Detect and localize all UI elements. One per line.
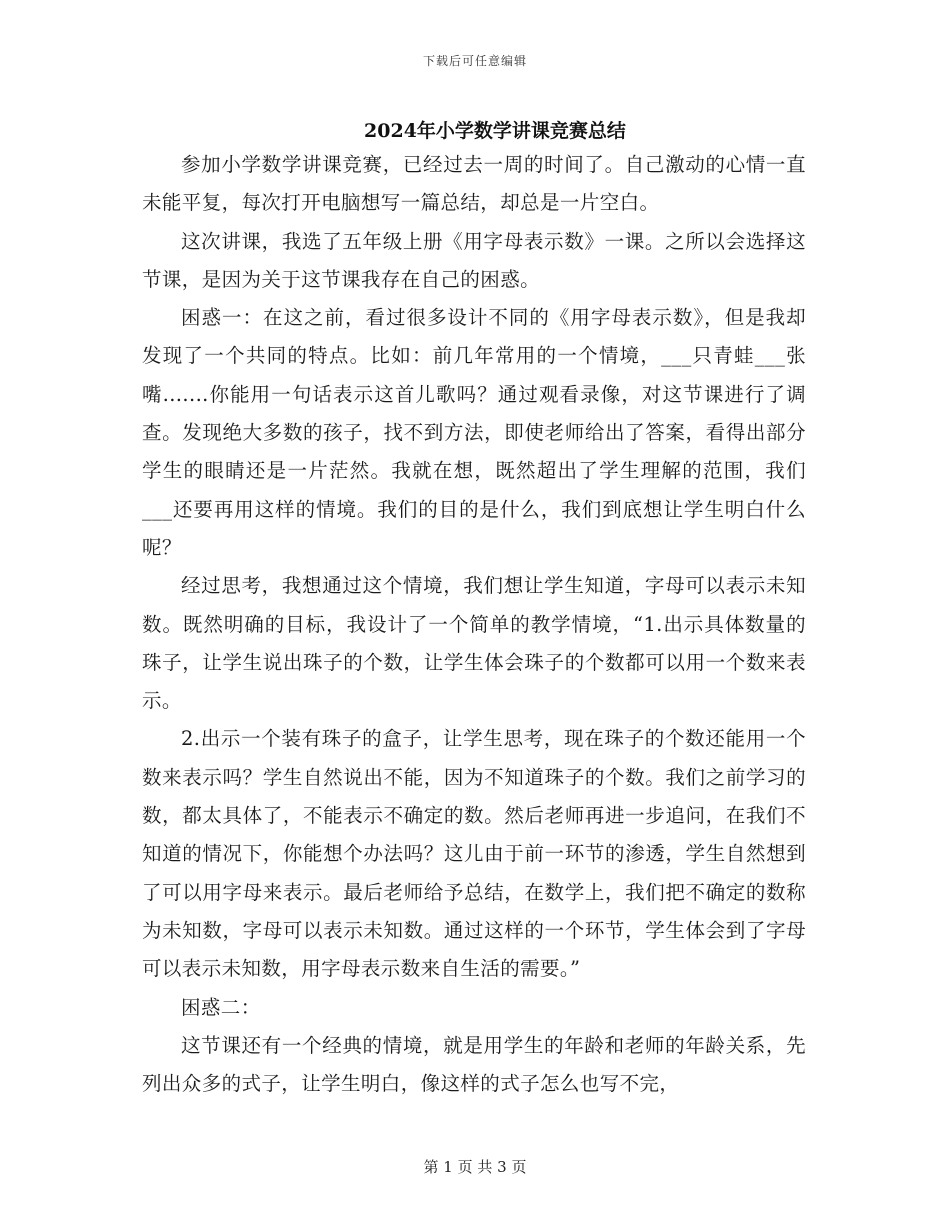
paragraph-lesson-choice: 这次讲课，我选了五年级上册《用字母表示数》一课。之所以会选择这节课，是因为关于这节课我存在自己的困惑。 <box>142 229 806 291</box>
paragraph-reflection: 经过思考，我想通过这个情境，我们想让学生知道，字母可以表示未知数。既然明确的目标，我设计了一个简单的教学情境，“1.出示具体数量的珠子，让学生说出珠子的个数，让学生体会珠子的个数都可以用一个数来表示。 <box>142 574 806 713</box>
document-body <box>142 146 806 1103</box>
document-title: 2024年小学数学讲课竞赛总结 <box>364 120 626 142</box>
paragraph-step-two: 2.出示一个装有珠子的盒子，让学生思考，现在珠子的个数还能用一个数来表示吗？学生自然说出不能，因为不知道珠子的个数。我们之前学习的数，都太具体了，不能表示不确定的数。然后老师再进一步追问，在我们不知道的情况下，你能想个办法吗？这儿由于前一环节的渗透，学生自然想到了可以用字母来表示。最后老师给予总结，在数学上，我们把不确定的数称为未知数，字母可以表示未知数。通过这样的一个环节，学生体会到了字母可以表示未知数，用字母表示数来自生活的需要。” <box>142 727 806 981</box>
paragraph-confusion-two-heading: 困惑二： <box>181 995 261 1019</box>
paragraph-confusion-one: 困惑一：在这之前，看过很多设计不同的《用字母表示数》，但是我却发现了一个共同的特点。比如：前几年常用的一个情境，___只青蛙___张嘴.......你能用一句话表示这首儿歌吗？通过观看录像，对这节课进行了调查。发现绝大多数的孩子，找不到方法，即使老师给出了答案，看得出部分学生的眼睛还是一片茫然。我就在想，既然超出了学生理解的范围，我们___还要再用这样的情境。我们的目的是什么，我们到底想让学生明白什么呢？ <box>142 306 806 559</box>
header-note: 下载后可任意编辑 <box>422 54 527 68</box>
paragraph-intro: 参加小学数学讲课竞赛，已经过去一周的时间了。自己激动的心情一直未能平复，每次打开电脑想写一篇总结，却总是一片空白。 <box>142 153 806 215</box>
page-number: 第 1 页 共 3 页 <box>423 1158 527 1176</box>
paragraph-confusion-two: 这节课还有一个经典的情境，就是用学生的年龄和老师的年龄关系，先列出众多的式子，让学生明白，像这样的式子怎么也写不完， <box>142 1033 806 1096</box>
